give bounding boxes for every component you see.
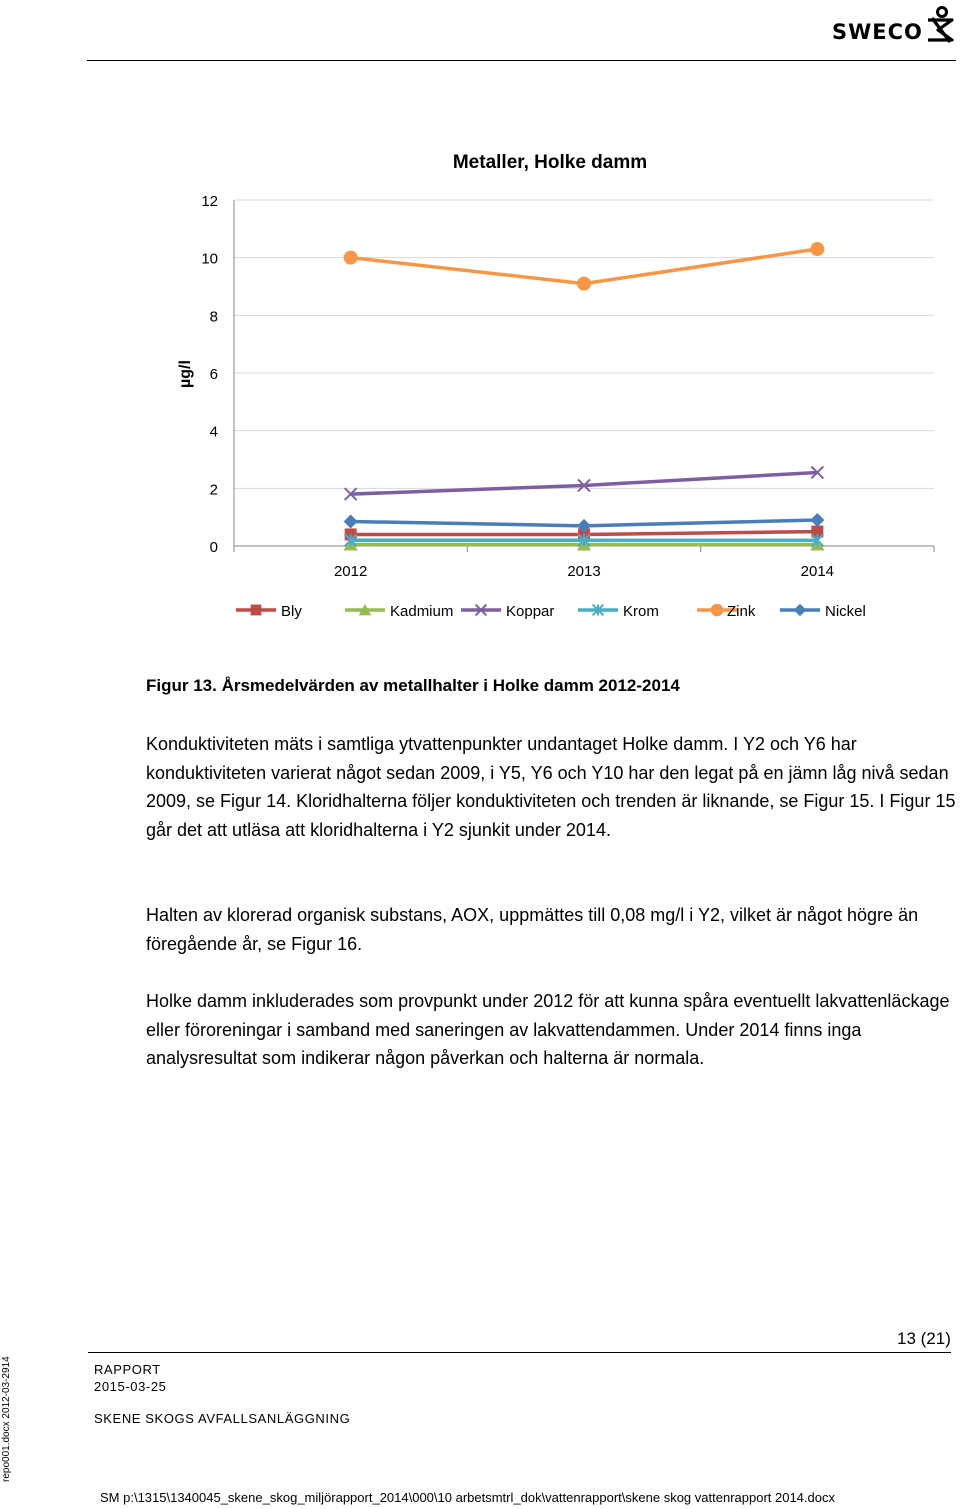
x-tick-label: 2014 — [800, 563, 835, 580]
legend-label: Koppar — [506, 603, 555, 620]
data-point — [711, 604, 724, 617]
y-tick-label: 2 — [209, 481, 218, 499]
header-divider — [87, 60, 956, 61]
y-tick-label: 10 — [201, 250, 218, 268]
sweco-person-icon — [924, 6, 956, 44]
legend-label: Bly — [281, 603, 302, 620]
paragraph-holke-damm: Holke damm inkluderades som provpunkt under 2012 för att kunna spåra eventuellt lakvattenläckage eller föroreningar i samband med saneringen av lakvattendammen. Under 2014 finns inga analysresultat som indikerar någon påverkan och halterna är normala. — [146, 991, 950, 1069]
page-number: 13 (21) — [897, 1329, 951, 1348]
y-tick-label: 6 — [209, 366, 218, 383]
file-path: SM p:\1315\1340045_skene_skog_miljörapport_2014\000\10 arbetsmtrl_dok\vattenrapport\skene skog vattenrapport 2014.docx — [100, 1490, 835, 1505]
template-reference: repo001.docx 2012-03-2914 — [1, 1356, 12, 1482]
legend-label: Krom — [623, 603, 659, 620]
y-axis-label: µg/l — [177, 360, 194, 388]
project-name: SKENE SKOGS AVFALLSANLÄGGNING — [94, 1411, 351, 1426]
logo-wordmark: SWECO — [832, 20, 923, 44]
data-point — [810, 242, 824, 256]
series-line — [351, 472, 818, 494]
legend-label: Kadmium — [390, 603, 454, 620]
data-point — [251, 605, 262, 616]
paragraph-aox: Halten av klorerad organisk substans, AOX, uppmättes till 0,08 mg/l i Y2, vilket är något högre än föregående år, se Figur 16. — [146, 905, 919, 954]
x-tick-label: 2012 — [333, 563, 368, 580]
data-point — [344, 514, 358, 528]
document-type: RAPPORT — [94, 1362, 161, 1377]
figure-caption: Figur 13. Årsmedelvärden av metallhalter i Holke damm 2012-2014 — [146, 676, 680, 695]
data-point — [794, 604, 807, 617]
y-tick-label: 12 — [201, 193, 218, 210]
metals-line-chart — [140, 130, 940, 630]
y-tick-label: 4 — [209, 423, 218, 441]
sweco-logo — [832, 6, 956, 46]
legend-label: Nickel — [825, 603, 866, 620]
data-point — [577, 277, 591, 291]
data-point — [810, 513, 824, 527]
footer-divider — [88, 1352, 951, 1353]
legend-label: Zink — [727, 603, 756, 620]
y-tick-label: 0 — [209, 539, 218, 556]
x-tick-label: 2013 — [567, 563, 601, 580]
y-tick-label: 8 — [209, 308, 218, 326]
data-point — [344, 251, 358, 265]
chart-title: Metaller, Holke damm — [452, 152, 648, 173]
document-date: 2015-03-25 — [94, 1379, 167, 1394]
paragraph-conductivity: Konduktiviteten mäts i samtliga ytvattenpunkter undantaget Holke damm. I Y2 och Y6 har konduktiviteten varierat något sedan 2009, i Y5, Y6 och Y10 har den legat på en jämn låg nivå sedan 2009, se Figur 14. Kloridhalterna följer konduktiviteten och trenden är liknande, se Figur 15. I Figur 15 går det att utläsa att kloridhalterna i Y2 sjunkit under 2014. — [146, 734, 956, 841]
